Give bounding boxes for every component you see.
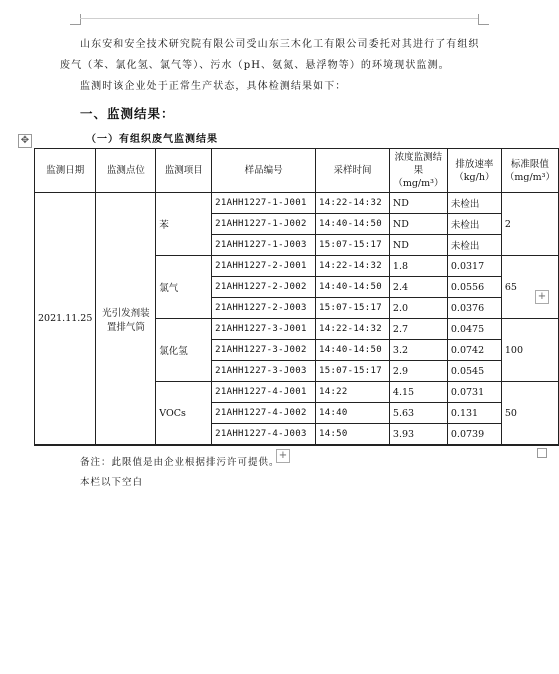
cell-concentration: 3.2 xyxy=(389,340,447,361)
cell-concentration: 4.15 xyxy=(389,382,447,403)
cell-time: 14:22-14:32 xyxy=(316,256,390,277)
cell-concentration: 2.9 xyxy=(389,361,447,382)
cell-sample: 21AHH1227-4-J003 xyxy=(212,424,316,446)
cell-sample: 21AHH1227-2-J001 xyxy=(212,256,316,277)
cell-rate: 未检出 xyxy=(447,193,501,214)
cell-limit: 65 xyxy=(501,256,558,319)
cell-rate: 0.0475 xyxy=(447,319,501,340)
add-column-button[interactable]: + xyxy=(535,290,549,304)
cell-sample: 21AHH1227-2-J003 xyxy=(212,298,316,319)
header-rate: 排放速率（kg/h） xyxy=(447,149,501,193)
cell-time: 14:40-14:50 xyxy=(316,340,390,361)
header-point: 监测点位 xyxy=(96,149,156,193)
cell-sample: 21AHH1227-1-J002 xyxy=(212,214,316,235)
table-move-handle-icon[interactable]: ✥ xyxy=(18,134,32,148)
cell-time: 15:07-15:17 xyxy=(316,298,390,319)
cell-time: 14:22-14:32 xyxy=(316,319,390,340)
cell-point: 光引发剂装置排气筒 xyxy=(96,193,156,446)
cell-item: 苯 xyxy=(156,193,212,256)
cell-concentration: 3.93 xyxy=(389,424,447,446)
table-header-row xyxy=(35,149,559,193)
cell-rate: 未检出 xyxy=(447,235,501,256)
cell-sample: 21AHH1227-4-J001 xyxy=(212,382,316,403)
add-row-button[interactable]: + xyxy=(276,449,290,463)
cell-concentration: 2.4 xyxy=(389,277,447,298)
section-title: 一、监测结果： xyxy=(80,106,175,121)
cell-rate: 0.0556 xyxy=(447,277,501,298)
cell-concentration: ND xyxy=(389,214,447,235)
cell-time: 14:50 xyxy=(316,424,390,446)
cell-concentration: 1.8 xyxy=(389,256,447,277)
intro-paragraph-2: 监测时该企业处于正常生产状态，具体检测结果如下： xyxy=(80,81,347,92)
cell-concentration: ND xyxy=(389,193,447,214)
header-time: 采样时间 xyxy=(316,149,390,193)
cell-rate: 0.0731 xyxy=(447,382,501,403)
blank-below-note: 本栏以下空白 xyxy=(80,477,144,488)
cell-sample: 21AHH1227-3-J002 xyxy=(212,340,316,361)
monitoring-results-table xyxy=(34,148,559,446)
cell-limit: 50 xyxy=(501,382,558,446)
cell-sample: 21AHH1227-4-J002 xyxy=(212,403,316,424)
cell-sample: 21AHH1227-1-J003 xyxy=(212,235,316,256)
cell-concentration: 2.0 xyxy=(389,298,447,319)
cell-time: 14:40 xyxy=(316,403,390,424)
cell-sample: 21AHH1227-3-J001 xyxy=(212,319,316,340)
subsection-title: （一）有组织废气监测结果 xyxy=(86,134,218,145)
page-corner-top-right xyxy=(478,14,489,25)
cell-item: 氯气 xyxy=(156,256,212,319)
cell-rate: 0.131 xyxy=(447,403,501,424)
cell-rate: 未检出 xyxy=(447,214,501,235)
table-row xyxy=(35,193,559,214)
cell-date: 2021.11.25 xyxy=(35,193,96,446)
cell-time: 14:40-14:50 xyxy=(316,214,390,235)
cell-time: 15:07-15:17 xyxy=(316,361,390,382)
cell-time: 14:22 xyxy=(316,382,390,403)
header-divider xyxy=(80,18,478,19)
cell-rate: 0.0742 xyxy=(447,340,501,361)
cell-item: 氯化氢 xyxy=(156,319,212,382)
cell-concentration: 2.7 xyxy=(389,319,447,340)
header-concentration: 浓度监测结果（mg/m³） xyxy=(389,149,447,193)
cell-rate: 0.0376 xyxy=(447,298,501,319)
page-corner-top-left xyxy=(70,14,81,25)
intro-paragraph: 山东安和安全技术研究院有限公司受山东三木化工有限公司委托对其进行了有组织废气（苯、氯化氢、氯气等）、污水（pH、氨氮、悬浮物等）的环境现状监测。 xyxy=(60,39,480,71)
cell-limit: 100 xyxy=(501,319,558,382)
cell-sample: 21AHH1227-1-J001 xyxy=(212,193,316,214)
cell-sample: 21AHH1227-2-J002 xyxy=(212,277,316,298)
cell-concentration: 5.63 xyxy=(389,403,447,424)
cell-concentration: ND xyxy=(389,235,447,256)
cell-item: VOCs xyxy=(156,382,212,446)
cell-rate: 0.0317 xyxy=(447,256,501,277)
cell-limit: 2 xyxy=(501,193,558,256)
cell-time: 14:22-14:32 xyxy=(316,193,390,214)
header-date: 监测日期 xyxy=(35,149,96,193)
table-note: 备注：此限值是由企业根据排污许可提供。 xyxy=(80,457,280,468)
cell-rate: 0.0739 xyxy=(447,424,501,446)
header-limit: 标准限值（mg/m³） xyxy=(501,149,558,193)
cell-time: 14:40-14:50 xyxy=(316,277,390,298)
cell-sample: 21AHH1227-3-J003 xyxy=(212,361,316,382)
table-resize-handle[interactable] xyxy=(537,448,547,458)
header-sample: 样品编号 xyxy=(212,149,316,193)
cell-rate: 0.0545 xyxy=(447,361,501,382)
cell-time: 15:07-15:17 xyxy=(316,235,390,256)
header-item: 监测项目 xyxy=(156,149,212,193)
